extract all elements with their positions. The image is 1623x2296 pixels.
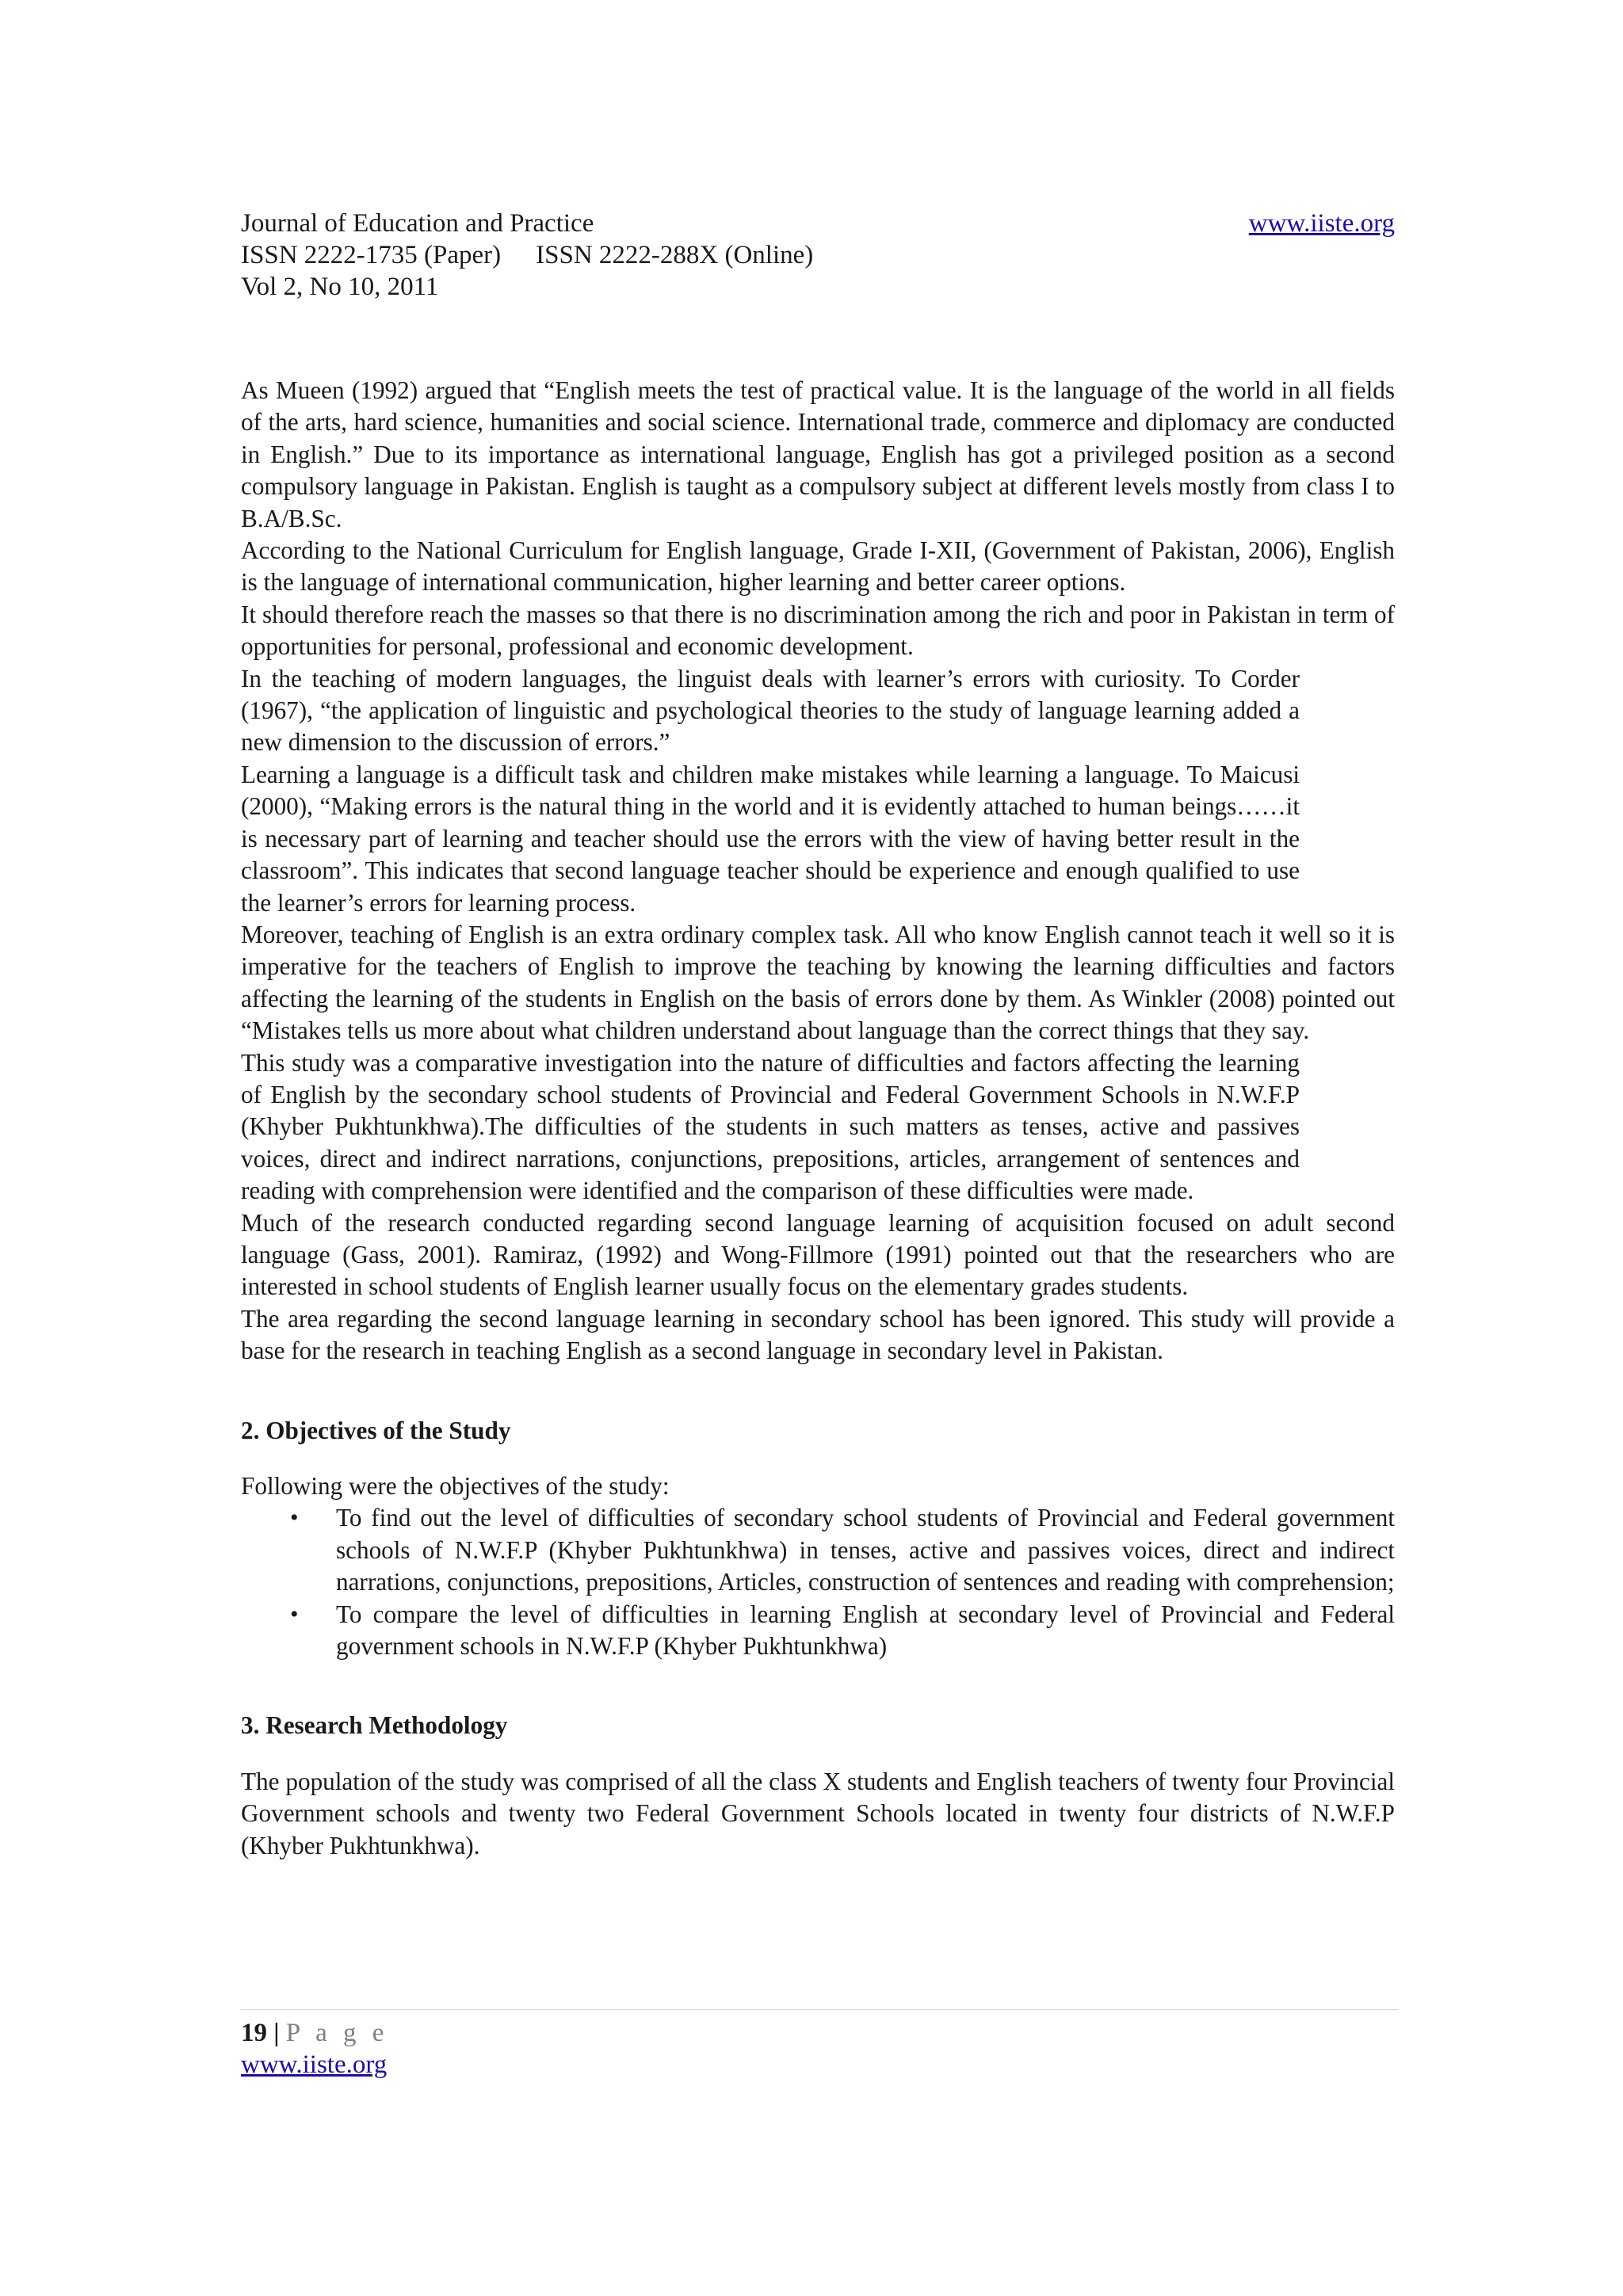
page-separator: | xyxy=(273,2019,280,2047)
journal-title: Journal of Education and Practice xyxy=(241,209,594,238)
body-paragraph: The area regarding the second language learning in secondary school has been ignored. This study will provide a base for the research in teaching English as a second language in secondary level in Pakistan. xyxy=(241,1304,1395,1365)
bullet-icon: • xyxy=(290,1505,299,1531)
body-paragraph: It should therefore reach the masses so that there is no discrimination among the rich and poor in Pakistan in term of opportunities for personal, professional and economic development. xyxy=(241,600,1395,661)
body-paragraph: According to the National Curriculum for English language, Grade I-XII, (Government of Pakistan, 2006), English is the language of international communication, higher learning and better career options. xyxy=(241,536,1395,597)
issn-paper: ISSN 2222-1735 (Paper) xyxy=(241,241,502,269)
body-paragraph: Much of the research conducted regarding second language learning of acquisition focused on adult second language (Gass, 2001). Ramiraz, (1992) and Wong-Fillmore (1991) pointed out that the researchers who are interested in school students of English learner usually focus on the elementary grades students. xyxy=(241,1208,1395,1301)
list-item: • To find out the level of difficulties of secondary school students of Provincial and Federal government schools of N.W.F.P (Khyber Pukhtunkhwa) in tenses, active and passives voices, direct and indirect narrations, conjunctions, prepositions, Articles, construction of sentences and reading with comprehension; xyxy=(290,1504,1395,1596)
footer-divider xyxy=(241,2009,1398,2010)
header-website-link[interactable]: www.iiste.org xyxy=(1248,209,1395,238)
list-item: • To compare the level of difficulties in learning English at secondary level of Provincial and Federal government schools in N.W.F.P (Khyber Pukhtunkhwa) xyxy=(290,1600,1395,1661)
page-number: 19 xyxy=(241,2019,267,2047)
footer-website-link[interactable]: www.iiste.org xyxy=(241,2050,388,2079)
issn-line xyxy=(241,239,1395,271)
body-paragraph: In the teaching of modern languages, the linguist deals with learner’s errors with curiosity. To Corder (1967), “the application of linguistic and psychological theories to the study of language learning added a new dimension to the discussion of errors.” xyxy=(241,664,1300,757)
objectives-heading: 2. Objectives of the Study xyxy=(241,1416,511,1444)
page-footer xyxy=(241,2017,388,2081)
volume-info: Vol 2, No 10, 2011 xyxy=(241,273,439,301)
issn-online: ISSN 2222-288X (Online) xyxy=(536,241,814,269)
bullet-icon: • xyxy=(290,1600,299,1627)
article-body xyxy=(241,375,1395,1862)
objectives-list xyxy=(241,1502,1395,1662)
body-paragraph: As Mueen (1992) argued that “English meets the test of practical value. It is the language of the world in all fields of the arts, hard science, humanities and social science. International trade, commerce and diplomacy are conducted in English.” Due to its importance as international language, English has got a privileged position as a second compulsory language in Pakistan. English is taught as a compulsory subject at different levels mostly from class I to B.A/B.Sc. xyxy=(241,376,1395,532)
body-paragraph: This study was a comparative investigation into the nature of difficulties and factors affecting the learning of English by the secondary school students of Provincial and Federal Government Schools in N.W.F.P (Khyber Pukhtunkhwa).The difficulties of the students in such matters as tenses, active and passives voices, direct and indirect narrations, conjunctions, prepositions, articles, arrangement of sentences and reading with comprehension were identified and the comparison of these difficulties were made. xyxy=(241,1048,1300,1205)
page-label: P a g e xyxy=(285,2019,389,2047)
methodology-heading: 3. Research Methodology xyxy=(241,1711,508,1740)
objectives-intro: Following were the objectives of the study: xyxy=(241,1472,670,1500)
body-paragraph: Learning a language is a difficult task and children make mistakes while learning a language. To Maicusi (2000), “Making errors is the natural thing in the world and it is evidently attached to human beings……it is necessary part of learning and teacher should use the errors with the view of having better result in the classroom”. This indicates that second language teacher should be experience and enough qualified to use the learner’s errors for learning process. xyxy=(241,760,1300,917)
methodology-paragraph: The population of the study was comprised of all the class X students and English teachers of twenty four Provincial Government schools and twenty two Federal Government Schools located in twenty four districts of N.W.F.P (Khyber Pukhtunkhwa). xyxy=(241,1767,1395,1859)
body-paragraph: Moreover, teaching of English is an extra ordinary complex task. All who know English cannot teach it well so it is imperative for the teachers of English to improve the teaching by knowing the learning difficulties and factors affecting the learning of the students in English on the basis of errors done by them. As Winkler (2008) pointed out “Mistakes tells us more about what children understand about language than the correct things that they say. xyxy=(241,920,1395,1045)
page-header xyxy=(241,208,1395,303)
